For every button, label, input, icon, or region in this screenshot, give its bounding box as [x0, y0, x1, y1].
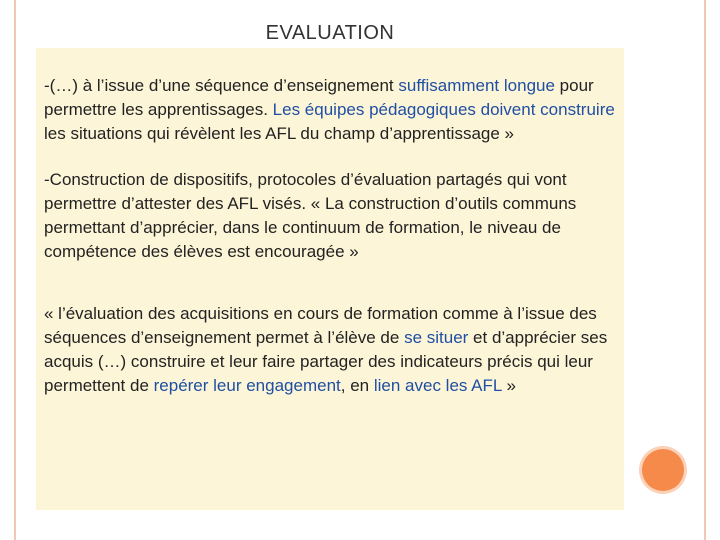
p3-highlight-reperer-engagement: repérer leur engagement: [153, 376, 341, 395]
slide-frame-left-line: [14, 0, 16, 540]
decorative-orange-circle: [642, 449, 684, 491]
content-box: [36, 48, 624, 510]
p2-seg-0: -Construction de dispositifs, protocoles d’évaluation partagés qui vont permettre d’attester des AFL visés. « La construction d’outils communs permettant d’apprécier, dans le continuum de formation, le niveau de compétence des élèves est encouragée »: [44, 170, 577, 261]
p3-seg-6: »: [501, 376, 516, 395]
slide-title: EVALUATION: [265, 22, 395, 44]
p3-seg-0: « l’évaluation des acquisitions en cours de formation comme à l’issue des séquences d’enseignement permet à l’élève de: [44, 304, 597, 347]
p1-seg-4: les situations qui révèlent les AFL du champ d’apprentissage »: [44, 124, 514, 143]
p1-highlight-suffisamment-longue: suffisamment longue: [398, 76, 555, 95]
p1-seg-0: -(…) à l’issue d’une séquence d’enseignement: [44, 76, 399, 95]
p3-highlight-lien-afl: lien avec les AFL: [373, 376, 502, 395]
p1-highlight-equipes-pedagogiques: Les équipes pédagogiques doivent construire: [272, 100, 615, 119]
p1-seg-2: pour permettre les apprentissages.: [44, 76, 594, 119]
paragraph-1: [44, 74, 616, 146]
paragraph-3: [44, 302, 616, 398]
p3-seg-4: , en: [340, 376, 374, 395]
p3-highlight-se-situer: se situer: [404, 328, 469, 347]
paragraph-2: [44, 168, 616, 264]
slide-frame-right-line: [704, 0, 706, 540]
p3-seg-2: et d’apprécier ses acquis (…) construire et leur faire partager des indicateurs précis qui leur permettent de: [44, 328, 608, 395]
